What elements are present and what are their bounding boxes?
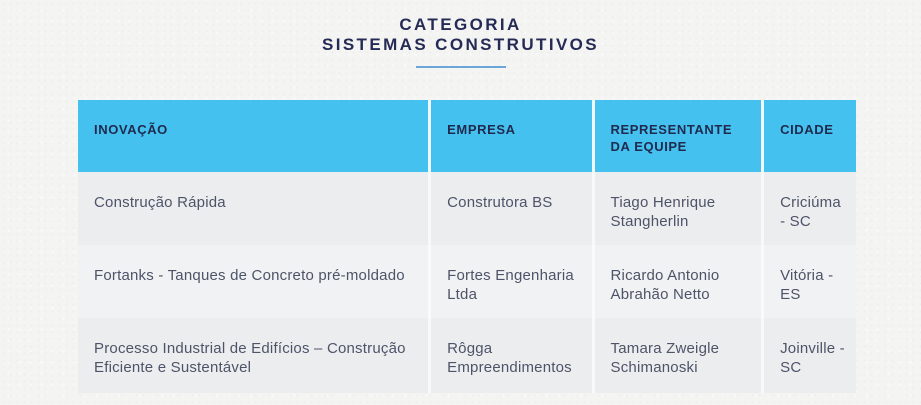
title-underline-decoration — [416, 66, 506, 68]
cell-cidade: Criciúma - SC — [763, 172, 856, 245]
cell-empresa: Construtora BS — [430, 172, 593, 245]
winners-table — [78, 100, 856, 393]
column-header-empresa: EMPRESA — [430, 100, 593, 172]
cell-cidade: Joinville - SC — [763, 318, 856, 393]
cell-representante: Ricardo Antonio Abrahão Netto — [593, 245, 763, 318]
column-header-inovacao: INOVAÇÃO — [78, 100, 430, 172]
cell-empresa: Fortes Engenharia Ltda — [430, 245, 593, 318]
winners-table-container — [78, 100, 856, 393]
column-header-representante: REPRESENTANTE DA EQUIPE — [593, 100, 763, 172]
cell-empresa: Rôgga Empreendimentos — [430, 318, 593, 393]
cell-cidade: Vitória - ES — [763, 245, 856, 318]
cell-inovacao: Construção Rápida — [78, 172, 430, 245]
table-row — [78, 172, 856, 245]
column-header-cidade: CIDADE — [763, 100, 856, 172]
cell-inovacao: Fortanks - Tanques de Concreto pré-moldado — [78, 245, 430, 318]
table-header-row — [78, 100, 856, 172]
table-row — [78, 318, 856, 393]
category-title-line1: CATEGORIA — [399, 15, 522, 34]
category-title — [0, 15, 921, 55]
category-title-line2: SISTEMAS CONSTRUTIVOS — [321, 35, 600, 54]
cell-representante: Tiago Henrique Stangherlin — [593, 172, 763, 245]
cell-inovacao: Processo Industrial de Edifícios – Construção Eficiente e Sustentável — [78, 318, 430, 393]
section-header — [0, 0, 921, 68]
table-row — [78, 245, 856, 318]
cell-representante: Tamara Zweigle Schimanoski — [593, 318, 763, 393]
